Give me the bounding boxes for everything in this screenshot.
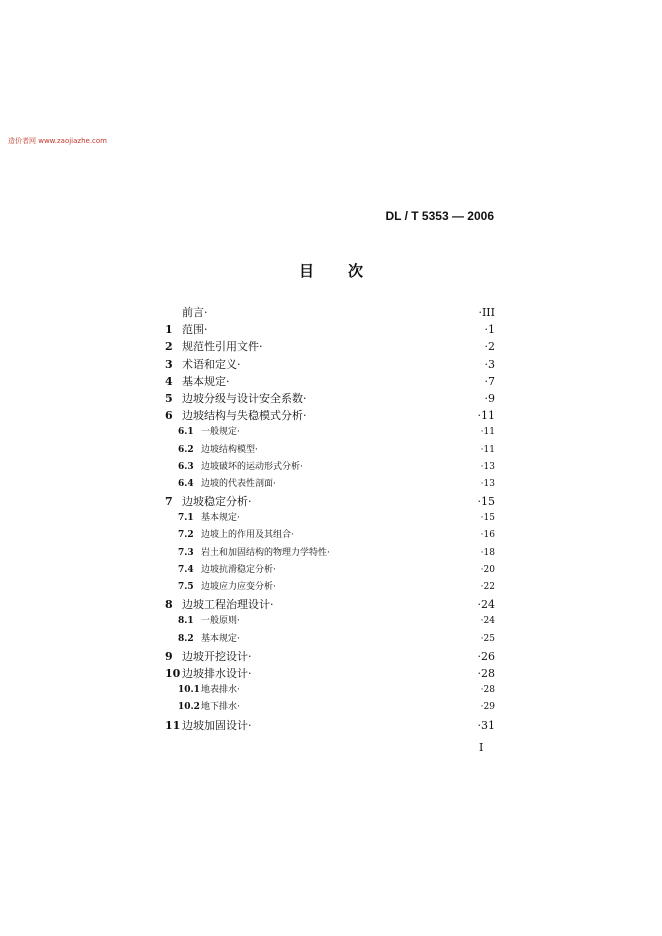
toc-entry-page: ·15 <box>480 513 495 524</box>
toc-entry[interactable] <box>165 321 495 338</box>
toc-entry[interactable] <box>165 356 495 373</box>
toc-entry-number: 6 <box>165 409 173 423</box>
toc-entry-title: 边坡抗滑稳定分析· <box>201 564 276 575</box>
toc-entry-title: 边坡上的作用及其组合· <box>201 530 294 541</box>
toc-entry-page: ·16 <box>480 530 495 541</box>
toc-entry[interactable] <box>165 562 495 579</box>
toc-entry[interactable] <box>165 304 495 321</box>
toc-entry[interactable] <box>165 648 495 665</box>
toc-entry[interactable] <box>165 338 495 355</box>
toc-entry-page: ·25 <box>480 633 495 644</box>
toc-entry-title: 边坡结构与失稳模式分析· <box>182 409 307 423</box>
toc-entry[interactable] <box>165 631 495 648</box>
toc-entry[interactable] <box>165 493 495 510</box>
toc-entry[interactable] <box>165 665 495 682</box>
toc-entry-page: ·III <box>478 306 495 319</box>
toc-entry[interactable] <box>165 510 495 527</box>
toc-entry-number: 5 <box>165 391 173 405</box>
toc-entry[interactable] <box>165 682 495 699</box>
toc-entry[interactable] <box>165 424 495 441</box>
toc-entry-page: ·13 <box>480 478 495 489</box>
toc-entry-number: 6.4 <box>178 478 194 489</box>
toc-entry[interactable] <box>165 596 495 613</box>
toc-entry-number: 7.2 <box>178 530 194 541</box>
toc-entry-page: ·15 <box>477 495 495 509</box>
toc-entry[interactable] <box>165 579 495 596</box>
toc-entry-number: 2 <box>165 340 173 354</box>
toc-entry-title: 边坡结构模型· <box>201 444 258 455</box>
toc-entry[interactable] <box>165 373 495 390</box>
toc-entry-page: ·9 <box>484 391 495 405</box>
toc-entry-page: ·13 <box>480 461 495 472</box>
toc-entry-page: ·31 <box>477 718 495 732</box>
toc-entry-number: 8.1 <box>178 616 194 627</box>
toc-entry-number: 10.1 <box>178 685 200 696</box>
toc-entry-number: 3 <box>165 357 173 371</box>
toc-entry-title: 边坡开挖设计· <box>182 649 252 663</box>
toc-entry[interactable] <box>165 407 495 424</box>
toc-entry-title: 边坡工程治理设计· <box>182 598 274 612</box>
toc-entry-page: ·24 <box>477 598 495 612</box>
toc-entry-page: ·3 <box>484 357 495 371</box>
toc-entry[interactable] <box>165 527 495 544</box>
toc-entry-title: 前言· <box>182 306 208 319</box>
toc-entry-title: 地表排水· <box>201 685 240 696</box>
toc-entry-title: 基本规定· <box>182 374 230 388</box>
toc-entry[interactable] <box>165 459 495 476</box>
toc-entry-number: 8.2 <box>178 633 194 644</box>
toc-entry-title: 边坡稳定分析· <box>182 495 252 509</box>
toc-entry-page: ·2 <box>484 340 495 354</box>
toc-entry-page: ·29 <box>480 702 495 713</box>
toc-entry-page: ·7 <box>484 374 495 388</box>
toc-entry-page: ·22 <box>480 582 495 592</box>
toc-entry-number: 7.3 <box>178 547 194 558</box>
toc-entry-title: 边坡破坏的运动形式分析· <box>201 461 303 472</box>
toc-entry-title: 一般原则· <box>201 616 240 627</box>
page-title: 目次 <box>298 262 397 280</box>
toc-entry-title: 术语和定义· <box>182 357 241 371</box>
toc-entry-title: 岩土和加固结构的物理力学特性· <box>201 547 330 558</box>
toc-entry-title: 基本规定· <box>201 633 240 644</box>
toc-entry-number: 6.2 <box>178 444 194 455</box>
toc-entry-title: 一般规定· <box>201 427 240 438</box>
toc-entry-title: 范围· <box>182 323 208 337</box>
toc-entry-title: 基本规定· <box>201 513 240 524</box>
toc-entry[interactable] <box>165 717 495 734</box>
toc-entry-number: 11 <box>165 718 181 732</box>
toc-entry-title: 边坡加固设计· <box>182 718 252 732</box>
toc-entry-title: 规范性引用文件· <box>182 340 263 354</box>
toc-entry-number: 6.3 <box>178 461 194 472</box>
toc-entry-number: 9 <box>165 649 173 663</box>
toc-entry-page: ·20 <box>480 564 495 575</box>
toc-entry[interactable] <box>165 613 495 630</box>
toc-entry[interactable] <box>165 545 495 562</box>
toc-entry-page: ·26 <box>477 649 495 663</box>
toc-entry-number: 10.2 <box>178 702 200 713</box>
toc-entry[interactable] <box>165 390 495 407</box>
toc-entry-title: 边坡的代表性剖面· <box>201 478 276 489</box>
toc-entry-page: ·11 <box>480 444 495 455</box>
page-number: I <box>479 741 484 754</box>
toc-entry-number: 7.5 <box>178 582 194 592</box>
toc-entry[interactable] <box>165 699 495 716</box>
document-code: DL / T 5353 — 2006 <box>385 209 494 223</box>
toc-entry-page: ·24 <box>480 616 495 627</box>
toc-entry-page: ·28 <box>477 666 495 680</box>
toc-entry-number: 7.1 <box>178 513 194 524</box>
toc-entry-number: 7.4 <box>178 564 194 575</box>
watermark-text: 造价者网 www.zaojiazhe.com <box>8 137 108 145</box>
toc-entry-number: 8 <box>165 598 173 612</box>
toc-entry-number: 6.1 <box>178 427 194 438</box>
toc-entry-title: 地下排水· <box>201 702 240 713</box>
table-of-contents <box>165 304 495 734</box>
toc-entry-title: 边坡应力应变分析· <box>201 582 276 592</box>
toc-entry-page: ·11 <box>480 427 495 438</box>
toc-entry-number: 4 <box>165 374 173 388</box>
toc-entry-number: 1 <box>165 323 173 337</box>
toc-entry-title: 边坡排水设计· <box>182 666 252 680</box>
toc-entry-number: 10 <box>165 666 181 680</box>
toc-entry-title: 边坡分级与设计安全系数· <box>182 391 307 405</box>
toc-entry-number: 7 <box>165 495 173 509</box>
toc-entry-page: ·1 <box>484 323 495 337</box>
toc-entry-page: ·18 <box>480 547 495 558</box>
toc-entry[interactable] <box>165 442 495 459</box>
toc-entry-page: ·28 <box>480 685 495 696</box>
toc-entry[interactable] <box>165 476 495 493</box>
toc-entry-page: ·11 <box>477 409 495 423</box>
